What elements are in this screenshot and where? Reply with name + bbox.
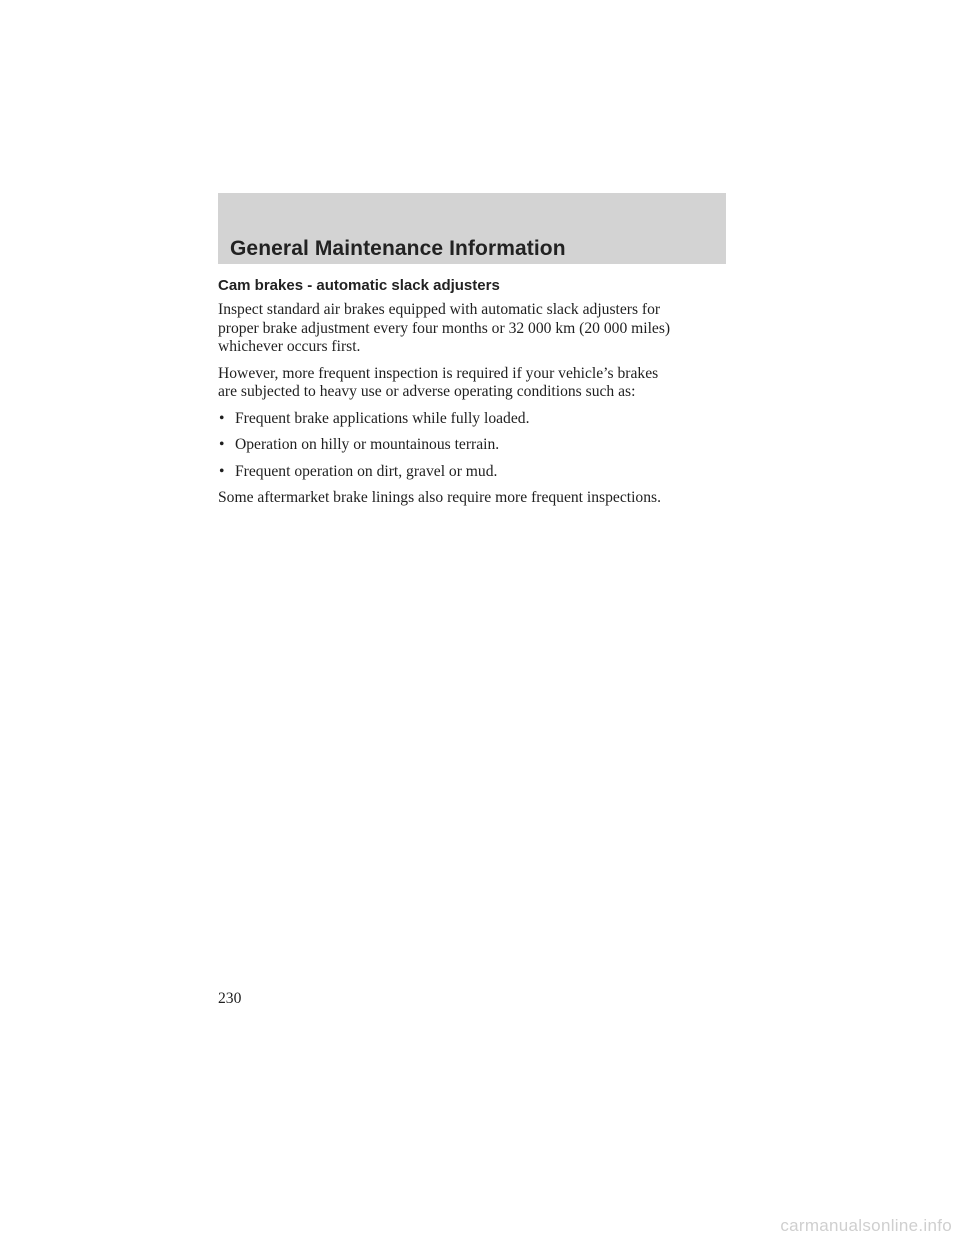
- list-item: [218, 463, 726, 482]
- text-line: Inspect standard air brakes equipped with automatic slack adjusters for: [218, 301, 661, 318]
- list-item: [218, 436, 726, 455]
- page-number: 230: [218, 990, 242, 1007]
- bullet-icon: •: [219, 462, 225, 480]
- conditions-list: [218, 410, 726, 482]
- closing-paragraph: Some aftermarket brake linings also require more frequent inspections.: [218, 489, 661, 506]
- text-line: whichever occurs first.: [218, 338, 361, 355]
- list-item-text: Frequent brake applications while fully loaded.: [235, 409, 530, 427]
- section-heading: Cam brakes - automatic slack adjusters: [218, 277, 500, 294]
- watermark: carmanualsonline.info: [780, 1216, 952, 1235]
- list-item-text: Frequent operation on dirt, gravel or mud.: [235, 462, 498, 480]
- page-title: General Maintenance Information: [230, 237, 566, 260]
- text-line: are subjected to heavy use or adverse operating conditions such as:: [218, 383, 636, 400]
- text-line: proper brake adjustment every four months or 32 000 km (20 000 miles): [218, 319, 671, 337]
- inspection-paragraph: [218, 301, 726, 357]
- list-item-text: Operation on hilly or mountainous terrain.: [235, 436, 500, 453]
- page-content: [218, 277, 726, 516]
- bullet-icon: •: [219, 409, 225, 427]
- conditions-paragraph: [218, 365, 726, 402]
- list-item: [218, 410, 726, 429]
- text-line: However, more frequent inspection is required if your vehicle’s brakes: [218, 364, 659, 382]
- bullet-icon: •: [219, 436, 225, 453]
- section-header-band: [218, 193, 726, 264]
